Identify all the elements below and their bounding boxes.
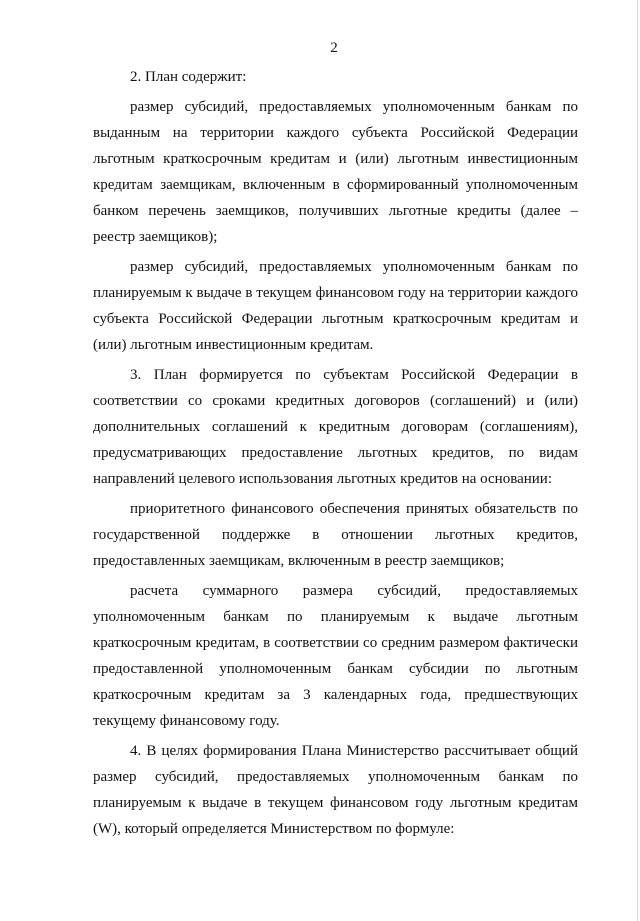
paragraph-ministry-formula: 4. В целях формирования Плана Министерство рассчитывает общий размер субсидий, предоставляемых уполномоченным банкам по планируемым к выдаче в текущем финансовом году льготным кредитам (W), который определяется Министерством по формуле: <box>93 743 578 837</box>
scan-edge-line <box>637 0 638 921</box>
document-body <box>93 64 578 842</box>
paragraph-plan-formation: 3. План формируется по субъектам Российской Федерации в соответствии со сроками кредитных договоров (соглашений) и (или) дополнительных соглашений к кредитным договорам (соглашениям), предусматривающих предоставление льготных кредитов, по видам направлений целевого использования льготных кредитов на основании: <box>93 367 578 487</box>
paragraph-subsidies-issued: размер субсидий, предоставляемых уполномоченным банкам по выданным на территории каждого субъекта Российской Федерации льготным краткосрочным кредитам и (или) льготным инвестиционным кредитам заемщикам, включенным в сформированный уполномоченным банком перечень заемщиков, получивших льготные кредиты (далее – реестр заемщиков); <box>93 99 578 245</box>
paragraph-priority-financing: приоритетного финансового обеспечения принятых обязательств по государственной поддержке в отношении льготных кредитов, предоставленных заемщикам, включенным в реестр заемщиков; <box>93 501 578 569</box>
page-number: 2 <box>330 40 338 56</box>
paragraph-total-calculation: расчета суммарного размера субсидий, предоставляемых уполномоченным банкам по планируемым к выдаче льготным краткосрочным кредитам, в соответствии со средним размером фактически предоставленной уполномоченным банкам субсидии по льготным краткосрочным кредитам за 3 календарных года, предшествующих текущему финансовому году. <box>93 583 578 729</box>
paragraph-plan-contents: 2. План содержит: <box>130 69 247 85</box>
paragraph-subsidies-planned: размер субсидий, предоставляемых уполномоченным банкам по планируемым к выдаче в текущем финансовом году на территории каждого субъекта Российской Федерации льготным краткосрочным кредитам и (или) льготным инвестиционным кредитам. <box>93 259 578 353</box>
